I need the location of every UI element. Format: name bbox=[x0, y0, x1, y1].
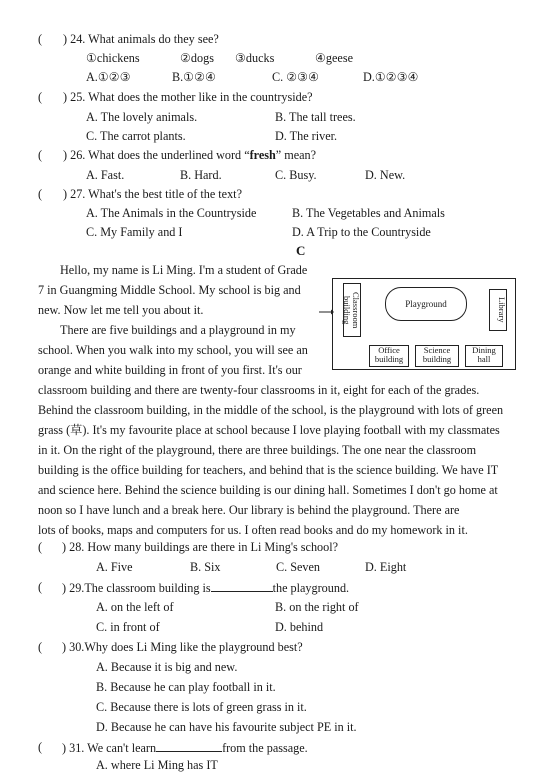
answer-paren-30: ( bbox=[38, 640, 43, 654]
item-24-4: ④geese bbox=[315, 51, 353, 65]
map-office-building bbox=[369, 345, 409, 367]
question-29-text-after: the playground. bbox=[272, 581, 350, 595]
question-26-text-after: ” mean? bbox=[275, 148, 317, 162]
passage-line-11: building is the office building for teachers, and behind that is the science building. We have IT bbox=[38, 463, 499, 477]
option-25-d: D. The river. bbox=[275, 129, 338, 143]
map-library: Library bbox=[489, 289, 507, 331]
item-24-3: ③ducks bbox=[235, 51, 275, 65]
map-science-line-1: Science bbox=[423, 345, 451, 355]
passage-line-14: lots of books, maps and computers for us. I often read books and do my homework in it. bbox=[38, 523, 468, 537]
option-27-b: B. The Vegetables and Animals bbox=[292, 206, 445, 220]
map-office-line-2: building bbox=[374, 354, 404, 364]
answer-paren-26: ( bbox=[38, 148, 43, 162]
question-30: ) 30.Why does Li Ming like the playground best? bbox=[62, 640, 303, 654]
answer-paren-27: ( bbox=[38, 187, 43, 201]
map-entrance-arrow-icon bbox=[318, 308, 334, 316]
map-dining-line-2: hall bbox=[477, 354, 491, 364]
option-25-a: A. The lovely animals. bbox=[86, 110, 198, 124]
option-24-d: D.①②③④ bbox=[363, 70, 419, 84]
map-dining-hall bbox=[465, 345, 503, 367]
option-28-a: A. Five bbox=[96, 560, 133, 574]
option-26-c: C. Busy. bbox=[275, 168, 317, 182]
option-24-c: C. ②③④ bbox=[272, 70, 320, 84]
answer-paren-24: ( bbox=[38, 32, 43, 46]
option-26-d: D. New. bbox=[365, 168, 406, 182]
option-29-c: C. in front of bbox=[96, 620, 160, 634]
option-27-d: D. A Trip to the Countryside bbox=[292, 225, 431, 239]
passage-line-12: and science here. Behind the science building is our dining hall. Sometimes I don't go home at bbox=[38, 483, 498, 497]
passage-line-13: noon so I have lunch and a break here. Our library is behind the playground. There are bbox=[38, 503, 460, 517]
question-29 bbox=[62, 580, 349, 596]
map-science-building bbox=[415, 345, 459, 367]
map-office-line-1: Office bbox=[378, 345, 400, 355]
answer-blank-29[interactable] bbox=[211, 580, 273, 592]
map-playground: Playground bbox=[385, 287, 467, 321]
question-31-text-before: ) 31. We can't learn bbox=[62, 741, 157, 755]
option-25-b: B. The tall trees. bbox=[275, 110, 356, 124]
option-29-a: A. on the left of bbox=[96, 600, 174, 614]
option-29-d: D. behind bbox=[275, 620, 324, 634]
map-classroom-building: Classroom building bbox=[343, 283, 361, 337]
passage-line-3: new. Now let me tell you about it. bbox=[38, 303, 204, 317]
question-25: ) 25. What does the mother like in the countryside? bbox=[63, 90, 313, 104]
passage-line-2: 7 in Guangming Middle School. My school is big and bbox=[38, 283, 301, 297]
question-27: ) 27. What's the best title of the text? bbox=[63, 187, 242, 201]
passage-line-1: Hello, my name is Li Ming. I'm a student of Grade bbox=[60, 263, 308, 277]
passage-line-9: grass (草). It's my favourite place at school because I love playing football with my classmates bbox=[38, 423, 500, 437]
answer-paren-29: ( bbox=[38, 580, 43, 594]
option-30-b: B. Because he can play football in it. bbox=[96, 680, 276, 694]
question-26-text-before: ) 26. What does the underlined word “ bbox=[63, 148, 250, 162]
item-24-2: ②dogs bbox=[180, 51, 214, 65]
option-31-a: A. where Li Ming has IT bbox=[96, 758, 218, 772]
option-27-a: A. The Animals in the Countryside bbox=[86, 206, 257, 220]
question-29-text-before: ) 29.The classroom building is bbox=[62, 581, 211, 595]
option-24-a: A.①②③ bbox=[86, 70, 131, 84]
question-31 bbox=[62, 740, 308, 756]
passage-line-6: orange and white building in front of you first. It's our bbox=[38, 363, 302, 377]
answer-paren-31: ( bbox=[38, 740, 43, 754]
passage-line-10: in it. On the right of the playground, there are three buildings. The one near the classroom bbox=[38, 443, 477, 457]
item-24-1: ①chickens bbox=[86, 51, 140, 65]
question-31-text-after: from the passage. bbox=[222, 741, 308, 755]
option-27-c: C. My Family and I bbox=[86, 225, 183, 239]
option-30-a: A. Because it is big and new. bbox=[96, 660, 238, 674]
option-30-c: C. Because there is lots of green grass in it. bbox=[96, 700, 307, 714]
option-26-a: A. Fast. bbox=[86, 168, 125, 182]
underlined-word-fresh: fresh bbox=[249, 148, 276, 162]
school-map bbox=[332, 278, 516, 370]
option-26-b: B. Hard. bbox=[180, 168, 222, 182]
answer-blank-31[interactable] bbox=[156, 740, 222, 752]
option-29-b: B. on the right of bbox=[275, 600, 359, 614]
passage-line-4: There are five buildings and a playground in my bbox=[60, 323, 296, 337]
question-26 bbox=[63, 148, 316, 163]
passage-line-7: classroom building and there are twenty-four classrooms in it, eight for each of the grades. bbox=[38, 383, 480, 397]
passage-line-8: Behind the classroom building, in the middle of the school, is the playground with lots of green bbox=[38, 403, 504, 417]
option-24-b: B.①②④ bbox=[172, 70, 216, 84]
map-dining-line-1: Dining bbox=[472, 345, 496, 355]
option-30-d: D. Because he can have his favourite subject PE in it. bbox=[96, 720, 357, 734]
option-28-b: B. Six bbox=[190, 560, 221, 574]
section-title-c: C bbox=[296, 243, 306, 258]
passage-line-5: school. When you walk into my school, you will see an bbox=[38, 343, 308, 357]
option-28-c: C. Seven bbox=[276, 560, 321, 574]
option-28-d: D. Eight bbox=[365, 560, 407, 574]
question-24: ) 24. What animals do they see? bbox=[63, 32, 219, 46]
option-25-c: C. The carrot plants. bbox=[86, 129, 186, 143]
map-science-line-2: building bbox=[422, 354, 452, 364]
answer-paren-25: ( bbox=[38, 90, 43, 104]
answer-paren-28: ( bbox=[38, 540, 43, 554]
question-28: ) 28. How many buildings are there in Li Ming's school? bbox=[62, 540, 339, 554]
